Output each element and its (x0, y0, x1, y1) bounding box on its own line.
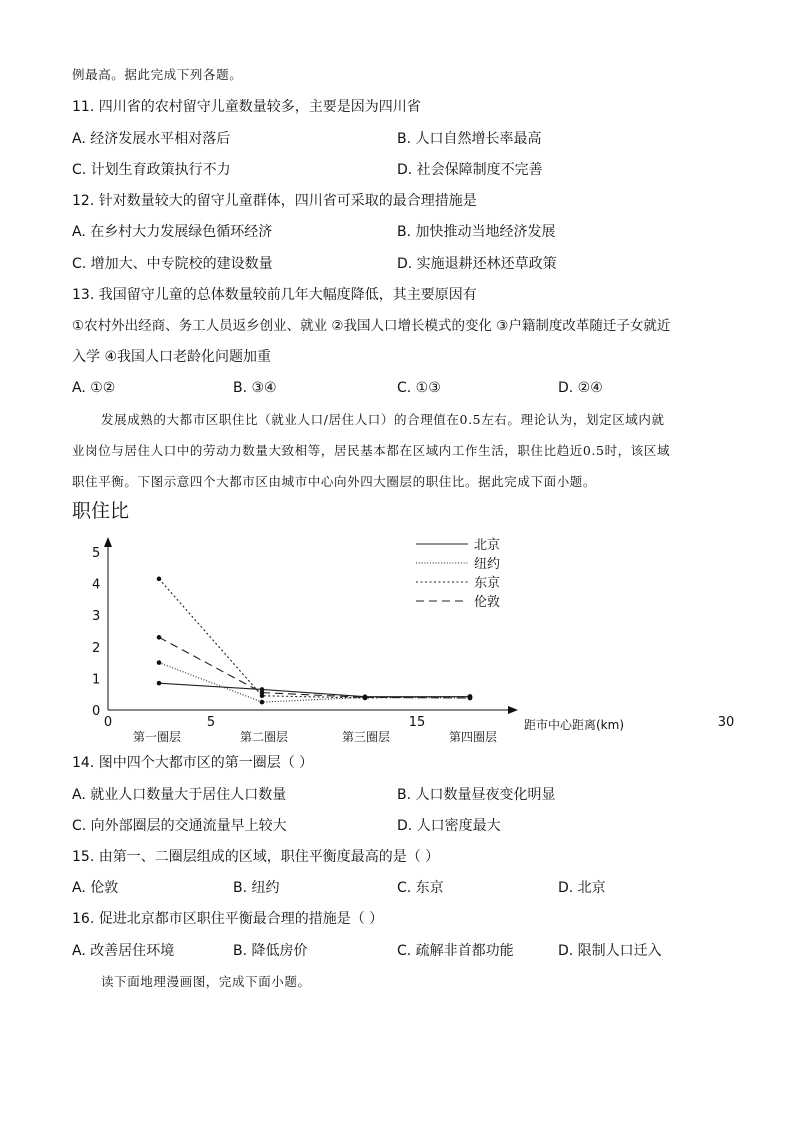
q13-option-c[interactable]: C. ①③ (397, 380, 441, 396)
q11-option-d[interactable]: D. 社会保障制度不完善 (397, 162, 543, 178)
x-tick-label: 5 (206, 715, 216, 730)
series-line (159, 579, 470, 698)
x-axis-arrow (508, 706, 518, 714)
q14-option-d[interactable]: D. 人口密度最大 (397, 818, 501, 834)
data-point (468, 696, 473, 701)
legend-label: 纽约 (474, 557, 501, 572)
legend-label: 北京 (474, 538, 501, 553)
q12-option-d[interactable]: D. 实施退耕还林还草政策 (397, 256, 557, 272)
q13-option-b[interactable]: B. ③④ (233, 380, 277, 396)
question-14-stem: 14. 图中四个大都市区的第一圈层（ ） (72, 755, 314, 771)
series-line (159, 663, 470, 703)
q13-option-d[interactable]: D. ②④ (558, 380, 603, 396)
series-line (159, 637, 470, 698)
x-tick-label: 0 (103, 715, 113, 730)
question-13-stem: 13. 我国留守儿童的总体数量较前几年大幅度降低，其主要原因有 (72, 287, 477, 303)
data-point (157, 635, 162, 640)
passage-line-1: 发展成熟的大都市区职住比（就业人口/居住人口）的合理值在0.5左右。理论认为，划定区域内就 (101, 412, 665, 427)
y-tick-label: 5 (92, 546, 101, 561)
q12-option-c[interactable]: C. 增加大、中专院校的建设数量 (72, 256, 273, 272)
q12-option-b[interactable]: B. 加快推动当地经济发展 (397, 224, 556, 240)
q15-option-d[interactable]: D. 北京 (558, 880, 606, 896)
legend-label: 东京 (474, 576, 501, 591)
zone-label: 第二圈层 (239, 730, 289, 744)
zone-label: 第三圈层 (341, 730, 391, 744)
q14-option-a[interactable]: A. 就业人口数量大于居住人口数量 (72, 787, 287, 803)
passage-line-2: 业岗位与居住人口中的劳动力数量大致相等，居民基本都在区域内工作生活，职住比趋近0.5时，该区域 (72, 443, 671, 458)
passage-line-3: 职住平衡。下图示意四个大都市区由城市中心向外四大圈层的职住比。据此完成下面小题。 (72, 474, 597, 489)
y-tick-label: 3 (92, 609, 101, 625)
zone-label: 第四圈层 (448, 730, 498, 744)
chart-title: 职住比 (72, 500, 130, 522)
question-11-stem: 11. 四川省的农村留守儿童数量较多，主要是因为四川省 (72, 99, 421, 115)
q16-option-c[interactable]: C. 疏解非首都功能 (397, 943, 514, 959)
q11-option-c[interactable]: C. 计划生育政策执行不力 (72, 162, 231, 178)
q13-statements-line-1: ①农村外出经商、务工人员返乡创业、就业 ②我国人口增长模式的变化 ③户籍制度改革随迁子女就近 (72, 318, 671, 334)
q15-option-a[interactable]: A. 伦敦 (72, 880, 119, 896)
y-tick-label: 0 (92, 704, 101, 719)
q11-option-b[interactable]: B. 人口自然增长率最高 (397, 131, 542, 147)
data-point (157, 681, 162, 686)
data-point (260, 690, 265, 695)
q14-option-c[interactable]: C. 向外部圈层的交通流量早上较大 (72, 818, 287, 834)
q15-option-c[interactable]: C. 东京 (397, 880, 444, 896)
q15-option-b[interactable]: B. 纽约 (233, 880, 280, 896)
q16-option-a[interactable]: A. 改善居住环境 (72, 943, 175, 959)
zone-label: 第一圈层 (132, 730, 182, 744)
y-axis-arrow (104, 537, 112, 547)
intro-tail-text: 例最高。据此完成下列各题。 (72, 67, 243, 82)
q11-option-a[interactable]: A. 经济发展水平相对落后 (72, 131, 231, 147)
q13-statements-line-2: 入学 ④我国人口老龄化问题加重 (72, 349, 272, 365)
q13-option-a[interactable]: A. ①② (72, 380, 116, 396)
q14-option-b[interactable]: B. 人口数量昼夜变化明显 (397, 787, 556, 803)
data-point (363, 695, 368, 700)
y-tick-label: 1 (92, 672, 101, 688)
legend-label: 伦敦 (474, 595, 501, 610)
q16-option-d[interactable]: D. 限制人口迁入 (558, 943, 662, 959)
next-section-intro: 读下面地理漫画图，完成下面小题。 (101, 974, 311, 989)
job-housing-ratio-chart (0, 495, 794, 750)
q16-option-b[interactable]: B. 降低房价 (233, 943, 308, 959)
data-point (157, 660, 162, 665)
x-tick-label: 15 (408, 715, 426, 730)
question-15-stem: 15. 由第一、二圈层组成的区域，职住平衡度最高的是（ ） (72, 849, 440, 865)
question-16-stem: 16. 促进北京都市区职住平衡最合理的措施是（ ） (72, 911, 384, 927)
data-point (157, 577, 162, 582)
question-12-stem: 12. 针对数量较大的留守儿童群体，四川省可采取的最合理措施是 (72, 193, 477, 209)
x-tick-label: 30 (717, 715, 735, 730)
y-tick-label: 4 (92, 577, 101, 593)
y-tick-label: 2 (92, 640, 101, 656)
x-axis-label: 距市中心距离(km) (524, 718, 625, 732)
q12-option-a[interactable]: A. 在乡村大力发展绿色循环经济 (72, 224, 273, 240)
data-point (260, 700, 265, 705)
